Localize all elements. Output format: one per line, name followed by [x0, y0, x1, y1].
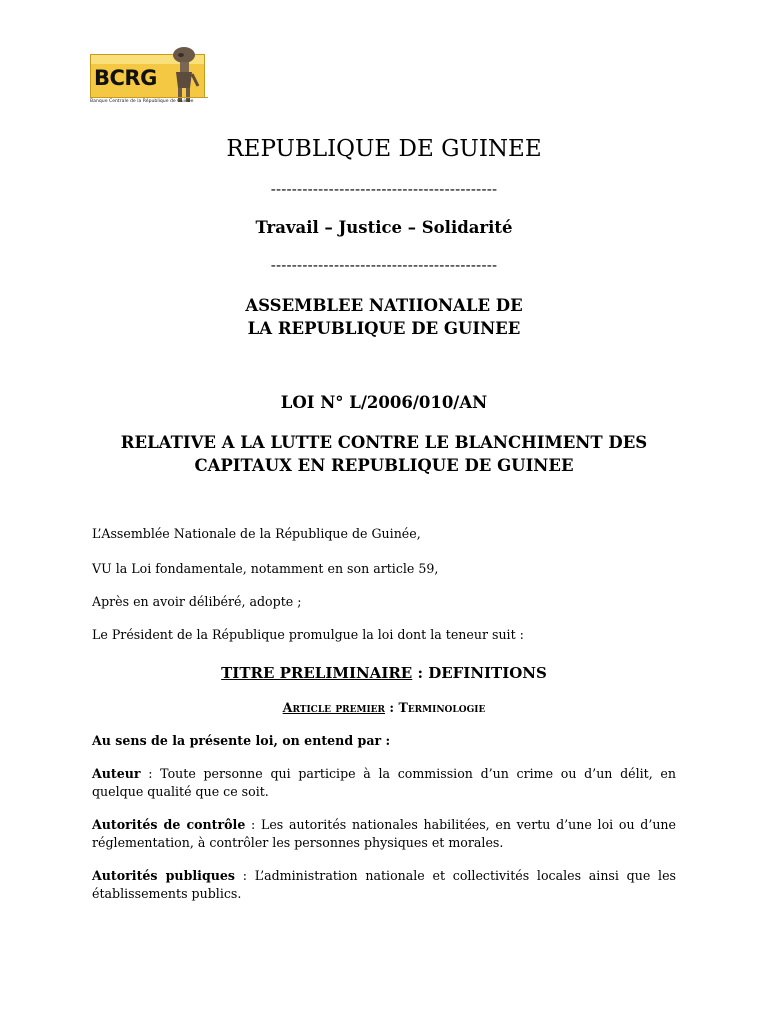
- logo-abbreviation: BCRG: [94, 66, 157, 90]
- definition-term: Autorités de contrôle: [92, 817, 246, 832]
- definition-item: [92, 816, 676, 852]
- statue-icon: [166, 44, 202, 104]
- definition-text: : L’administration nationale et collectivités locales ainsi que les établissements publics.: [92, 868, 676, 901]
- assembly-line: LA REPUBLIQUE DE GUINEE: [247, 319, 521, 338]
- definitions-intro: Au sens de la présente loi, on entend par :: [92, 733, 391, 748]
- law-subject: [0, 431, 768, 477]
- article-heading: [0, 700, 768, 715]
- definition-item: [92, 867, 676, 903]
- law-number: LOI N° L/2006/010/AN: [280, 393, 488, 412]
- preamble-paragraph: L’Assemblée Nationale de la République de Guinée,: [92, 526, 421, 541]
- bcrg-logo: [90, 44, 208, 110]
- definition-text: : Les autorités nationales habilitées, en vertu d’une loi ou d’une réglementation, à contrôler les personnes physiques et morales.: [92, 817, 676, 850]
- national-motto: Travail – Justice – Solidarité: [255, 218, 513, 237]
- title-rest: : DEFINITIONS: [412, 664, 547, 682]
- definition-term: Autorités publiques: [92, 868, 236, 883]
- law-subject-line: RELATIVE A LA LUTTE CONTRE LE BLANCHIMENT DES: [120, 433, 648, 452]
- preamble-paragraph: Le Président de la République promulgue la loi dont la teneur suit :: [92, 627, 524, 642]
- separator-line: -------------------------------------------: [270, 256, 498, 274]
- assembly-heading: [0, 294, 768, 340]
- definition-item: [92, 765, 676, 801]
- law-subject-line: CAPITAUX EN REPUBLIQUE DE GUINEE: [194, 456, 574, 475]
- assembly-line: ASSEMBLEE NATIIONALE DE: [245, 296, 523, 315]
- article-label: Article premier: [282, 700, 386, 715]
- definition-term: Auteur: [92, 766, 141, 781]
- logo-full-name: Banque Centrale de la République de Guinée: [90, 97, 208, 104]
- article-rest: : Terminologie: [385, 700, 486, 715]
- title-label: TITRE PRELIMINAIRE: [221, 664, 413, 682]
- country-heading: REPUBLIQUE DE GUINEE: [226, 136, 542, 162]
- preamble-paragraph: Après en avoir délibéré, adopte ;: [92, 594, 302, 609]
- preamble-paragraph: VU la Loi fondamentale, notamment en son article 59,: [92, 561, 439, 576]
- title-heading: [0, 664, 768, 682]
- separator-line: -------------------------------------------: [270, 180, 498, 198]
- definition-text: : Toute personne qui participe à la commission d’un crime ou d’un délit, en quelque qualité que ce soit.: [92, 766, 676, 799]
